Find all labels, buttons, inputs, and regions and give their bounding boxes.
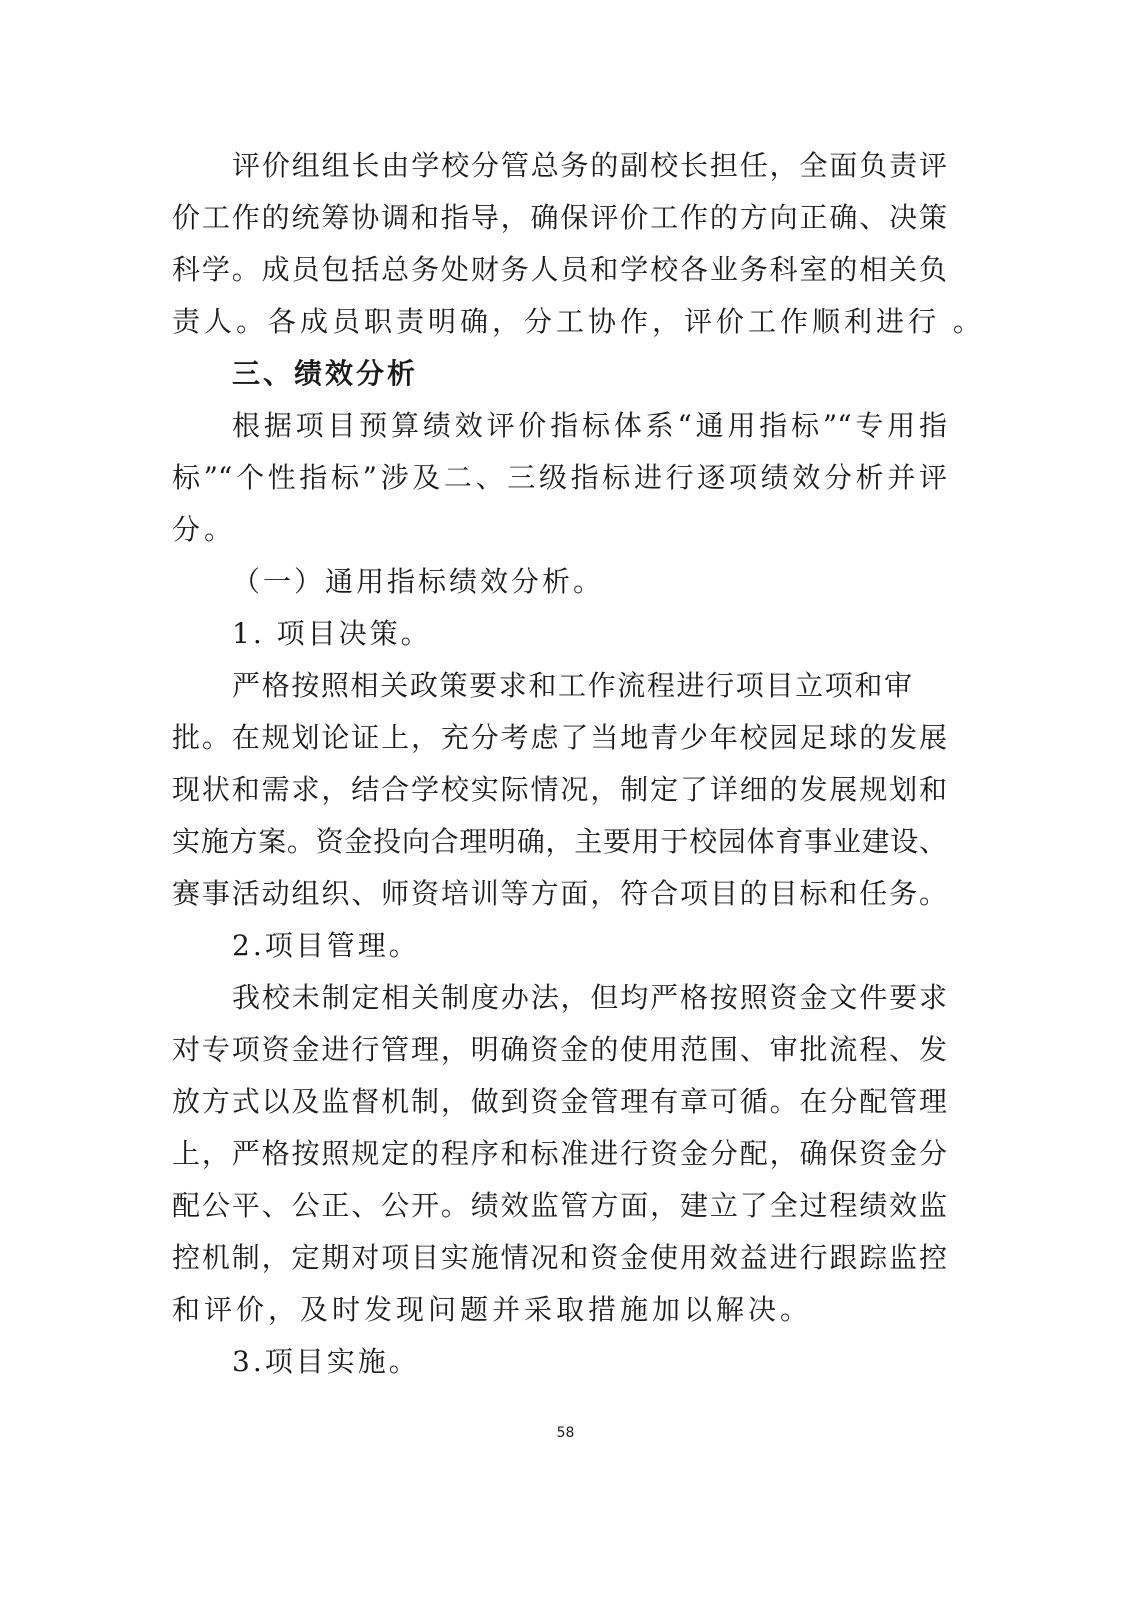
paragraph-line: 责人。各成员职责明确，分工协作，评价工作顺利进行 。 [172,305,985,338]
paragraph-line: 根据项目预算绩效评价指标体系“通用指标”“专用指 [232,409,947,442]
paragraph-line: 上，严格按照规定的程序和标准进行资金分配，确保资金分 [172,1137,947,1170]
paragraph-line: 我校未制定相关制度办法，但均严格按照资金文件要求 [232,981,947,1014]
paragraph-line: 现状和需求，结合学校实际情况，制定了详细的发展规划和 [172,773,947,806]
paragraph-line: 赛事活动组织、师资培训等方面，符合项目的目标和任务。 [172,877,947,910]
paragraph-line: 控机制，定期对项目实施情况和资金使用效益进行跟踪监控 [172,1241,947,1274]
subsection-heading: （一）通用指标绩效分析。 [232,565,605,598]
paragraph-line: 科学。成员包括总务处财务人员和学校各业务科室的相关负 [172,253,947,286]
paragraph-line: 和评价，及时发现问题并采取措施加以解决。 [172,1293,813,1326]
paragraph-line: 评价组组长由学校分管总务的副校长担任，全面负责评 [232,149,947,182]
paragraph-line: 配公平、公正、公开。绩效监管方面，建立了全过程绩效监 [172,1189,947,1222]
paragraph-line: 放方式以及监督机制，做到资金管理有章可循。在分配管理 [172,1085,947,1118]
item-heading: 1. 项目决策。 [232,617,432,650]
paragraph-line: 批。在规划论证上，充分考虑了当地青少年校园足球的发展 [172,721,947,754]
paragraph-line: 价工作的统筹协调和指导，确保评价工作的方向正确、决策 [172,201,947,234]
page-number: 58 [556,1425,575,1441]
item-heading: 2.项目管理。 [232,929,420,962]
item-heading: 3.项目实施。 [232,1345,420,1378]
paragraph-line: 实施方案。资金投向合理明确，主要用于校园体育事业建设、 [172,825,947,858]
section-heading: 三、绩效分析 [232,357,419,390]
paragraph-line: 分。 [172,513,237,546]
paragraph-line: 对专项资金进行管理，明确资金的使用范围、审批流程、发 [172,1033,947,1066]
paragraph-line: 严格按照相关政策要求和工作流程进行项目立项和审 [232,669,912,702]
paragraph-line: 标”“个性指标”涉及二、三级指标进行逐项绩效分析并评 [172,461,947,494]
